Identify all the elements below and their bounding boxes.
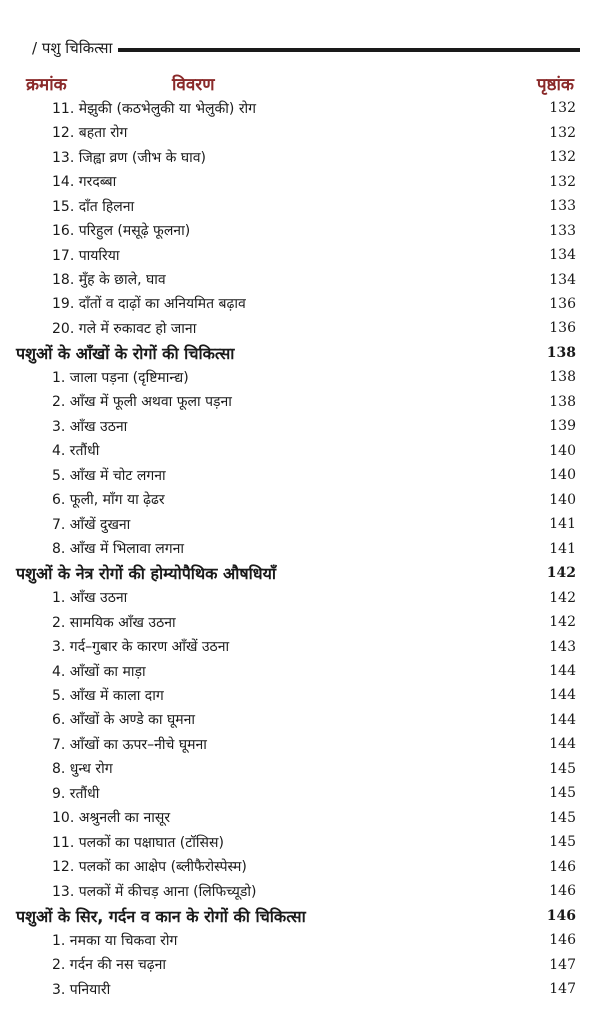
page-number: 145 [549, 834, 576, 851]
entry-title: 12. पलकों का आक्षेप (ब्लीफैरोस्पेस्म) [52, 859, 247, 876]
entry-title: 7. आँखें दुखना [52, 516, 131, 533]
toc-entry [0, 390, 600, 414]
page-number: 139 [549, 418, 576, 435]
page-number: 136 [549, 295, 576, 312]
column-head-description: विवरण [172, 75, 215, 95]
entry-title: 20. गले में रुकावट हो जाना [52, 320, 197, 337]
toc-entry [0, 952, 600, 976]
page-number: 146 [549, 932, 576, 949]
toc-entry [0, 634, 600, 658]
page-number: 134 [549, 271, 576, 288]
entry-title: 13. पलकों में कीचड़ आना (लिफिच्यूडो) [52, 883, 257, 900]
page-number: 132 [549, 173, 576, 190]
page-number: 133 [549, 222, 576, 239]
toc-section-heading [0, 561, 600, 585]
page-number: 132 [549, 149, 576, 166]
page-number: 136 [549, 320, 576, 337]
toc-entry [0, 855, 600, 879]
page-number: 147 [549, 956, 576, 973]
page-number: 146 [549, 883, 576, 900]
toc-entry [0, 659, 600, 683]
toc-entry [0, 316, 600, 340]
column-head-page: पृष्ठांक [536, 75, 574, 95]
page-number: 145 [549, 785, 576, 802]
page-number: 134 [549, 247, 576, 264]
toc-entry [0, 928, 600, 952]
toc-entry [0, 414, 600, 438]
toc-entry [0, 267, 600, 291]
table-of-contents [0, 96, 600, 1001]
page-number: 141 [549, 540, 576, 557]
entry-title: 11. मेझुकी (कठभेलुकी या भेलुकी) रोग [52, 100, 257, 117]
toc-entry [0, 488, 600, 512]
entry-title: 13. जिह्वा व्रण (जीभ के घाव) [52, 149, 206, 166]
entry-title: 3. पनियारी [52, 981, 111, 998]
entry-title: 18. मुँह के छाले, घाव [52, 272, 166, 289]
section-title: पशुओं के सिर, गर्दन व कान के रोगों की चिकित्सा [16, 906, 306, 926]
entry-title: 17. पायरिया [52, 247, 120, 264]
toc-entry [0, 365, 600, 389]
entry-title: 1. नमका या चिकवा रोग [52, 932, 178, 949]
entry-title: 11. पलकों का पक्षाघात (टॉसिस) [52, 834, 224, 851]
entry-title: 6. फूली, माँग या ढ़ेढर [52, 492, 165, 509]
page-number: 140 [549, 442, 576, 459]
toc-entry [0, 708, 600, 732]
page-number: 138 [549, 369, 576, 386]
page-number: 138 [549, 393, 576, 410]
entry-title: 12. बहता रोग [52, 125, 128, 142]
entry-title: 3. गर्द–गुबार के कारण आँखें उठना [52, 639, 230, 656]
toc-entry [0, 194, 600, 218]
toc-entry [0, 781, 600, 805]
page-number: 146 [546, 907, 576, 924]
toc-entry [0, 120, 600, 144]
entry-title: 5. आँख में काला दाग [52, 687, 164, 704]
page-number: 144 [549, 736, 576, 753]
entry-title: 3. आँख उठना [52, 418, 128, 435]
page-number: 142 [546, 565, 576, 582]
page-number: 138 [546, 344, 576, 361]
column-head-serial: क्रमांक [26, 75, 67, 95]
entry-title: 2. आँख में फूली अथवा फूला पड़ना [52, 394, 232, 411]
entry-title: 9. रतौंधी [52, 785, 100, 802]
toc-entry [0, 512, 600, 536]
page-number: 147 [549, 981, 576, 998]
running-header [32, 36, 580, 60]
section-title: पशुओं के आँखों के रोगों की चिकित्सा [16, 343, 235, 363]
entry-title: 8. धुन्ध रोग [52, 761, 113, 778]
toc-entry [0, 757, 600, 781]
entry-title: 7. आँखों का ऊपर–नीचे घूमना [52, 736, 207, 753]
entry-title: 2. सामयिक आँख उठना [52, 614, 176, 631]
entry-title: 5. आँख में चोट लगना [52, 467, 166, 484]
toc-entry [0, 830, 600, 854]
toc-entry [0, 879, 600, 903]
toc-entry [0, 977, 600, 1001]
page-number: 144 [549, 687, 576, 704]
page-number: 140 [549, 467, 576, 484]
page-number: 142 [549, 589, 576, 606]
page-number: 144 [549, 711, 576, 728]
entry-title: 16. परिहुल (मसूढ़े फूलना) [52, 223, 191, 240]
page-number: 145 [549, 760, 576, 777]
entry-title: 1. आँख उठना [52, 590, 128, 607]
toc-entry [0, 145, 600, 169]
entry-title: 4. आँखों का माड़ा [52, 663, 146, 680]
entry-title: 8. आँख में भिलावा लगना [52, 541, 185, 558]
entry-title: 6. आँखों के अण्डे का घूमना [52, 712, 196, 729]
page-number: 132 [549, 124, 576, 141]
toc-section-heading [0, 341, 600, 365]
entry-title: 4. रतौंधी [52, 443, 100, 460]
entry-title: 19. दाँतों व दाढ़ों का अनियमित बढ़ाव [52, 296, 246, 313]
toc-entry [0, 439, 600, 463]
page-number: 145 [549, 809, 576, 826]
toc-entry [0, 96, 600, 120]
page-number: 132 [549, 100, 576, 117]
toc-entry [0, 610, 600, 634]
toc-entry [0, 292, 600, 316]
page-number: 142 [549, 614, 576, 631]
page-number: 143 [549, 638, 576, 655]
header-rule [118, 48, 580, 52]
header-title: / पशु चिकित्सा [32, 39, 113, 57]
entry-title: 14. गरदब्बा [52, 174, 117, 191]
page-number: 140 [549, 491, 576, 508]
toc-entry [0, 806, 600, 830]
page-number: 141 [549, 516, 576, 533]
toc-entry [0, 463, 600, 487]
toc-entry [0, 536, 600, 560]
page-number: 144 [549, 663, 576, 680]
page-number: 146 [549, 858, 576, 875]
toc-entry [0, 732, 600, 756]
entry-title: 10. अश्रुनली का नासूर [52, 810, 171, 827]
toc-entry [0, 683, 600, 707]
toc-entry [0, 243, 600, 267]
toc-entry [0, 218, 600, 242]
page-number: 133 [549, 198, 576, 215]
toc-section-heading [0, 903, 600, 927]
entry-title: 15. दाँत हिलना [52, 198, 135, 215]
entry-title: 2. गर्दन की नस चढ़ना [52, 957, 167, 974]
toc-entry [0, 169, 600, 193]
section-title: पशुओं के नेत्र रोगों की होम्योपैथिक औषधियाँ [16, 564, 277, 584]
entry-title: 1. जाला पड़ना (दृष्टिमान्द्य) [52, 369, 189, 386]
toc-entry [0, 585, 600, 609]
